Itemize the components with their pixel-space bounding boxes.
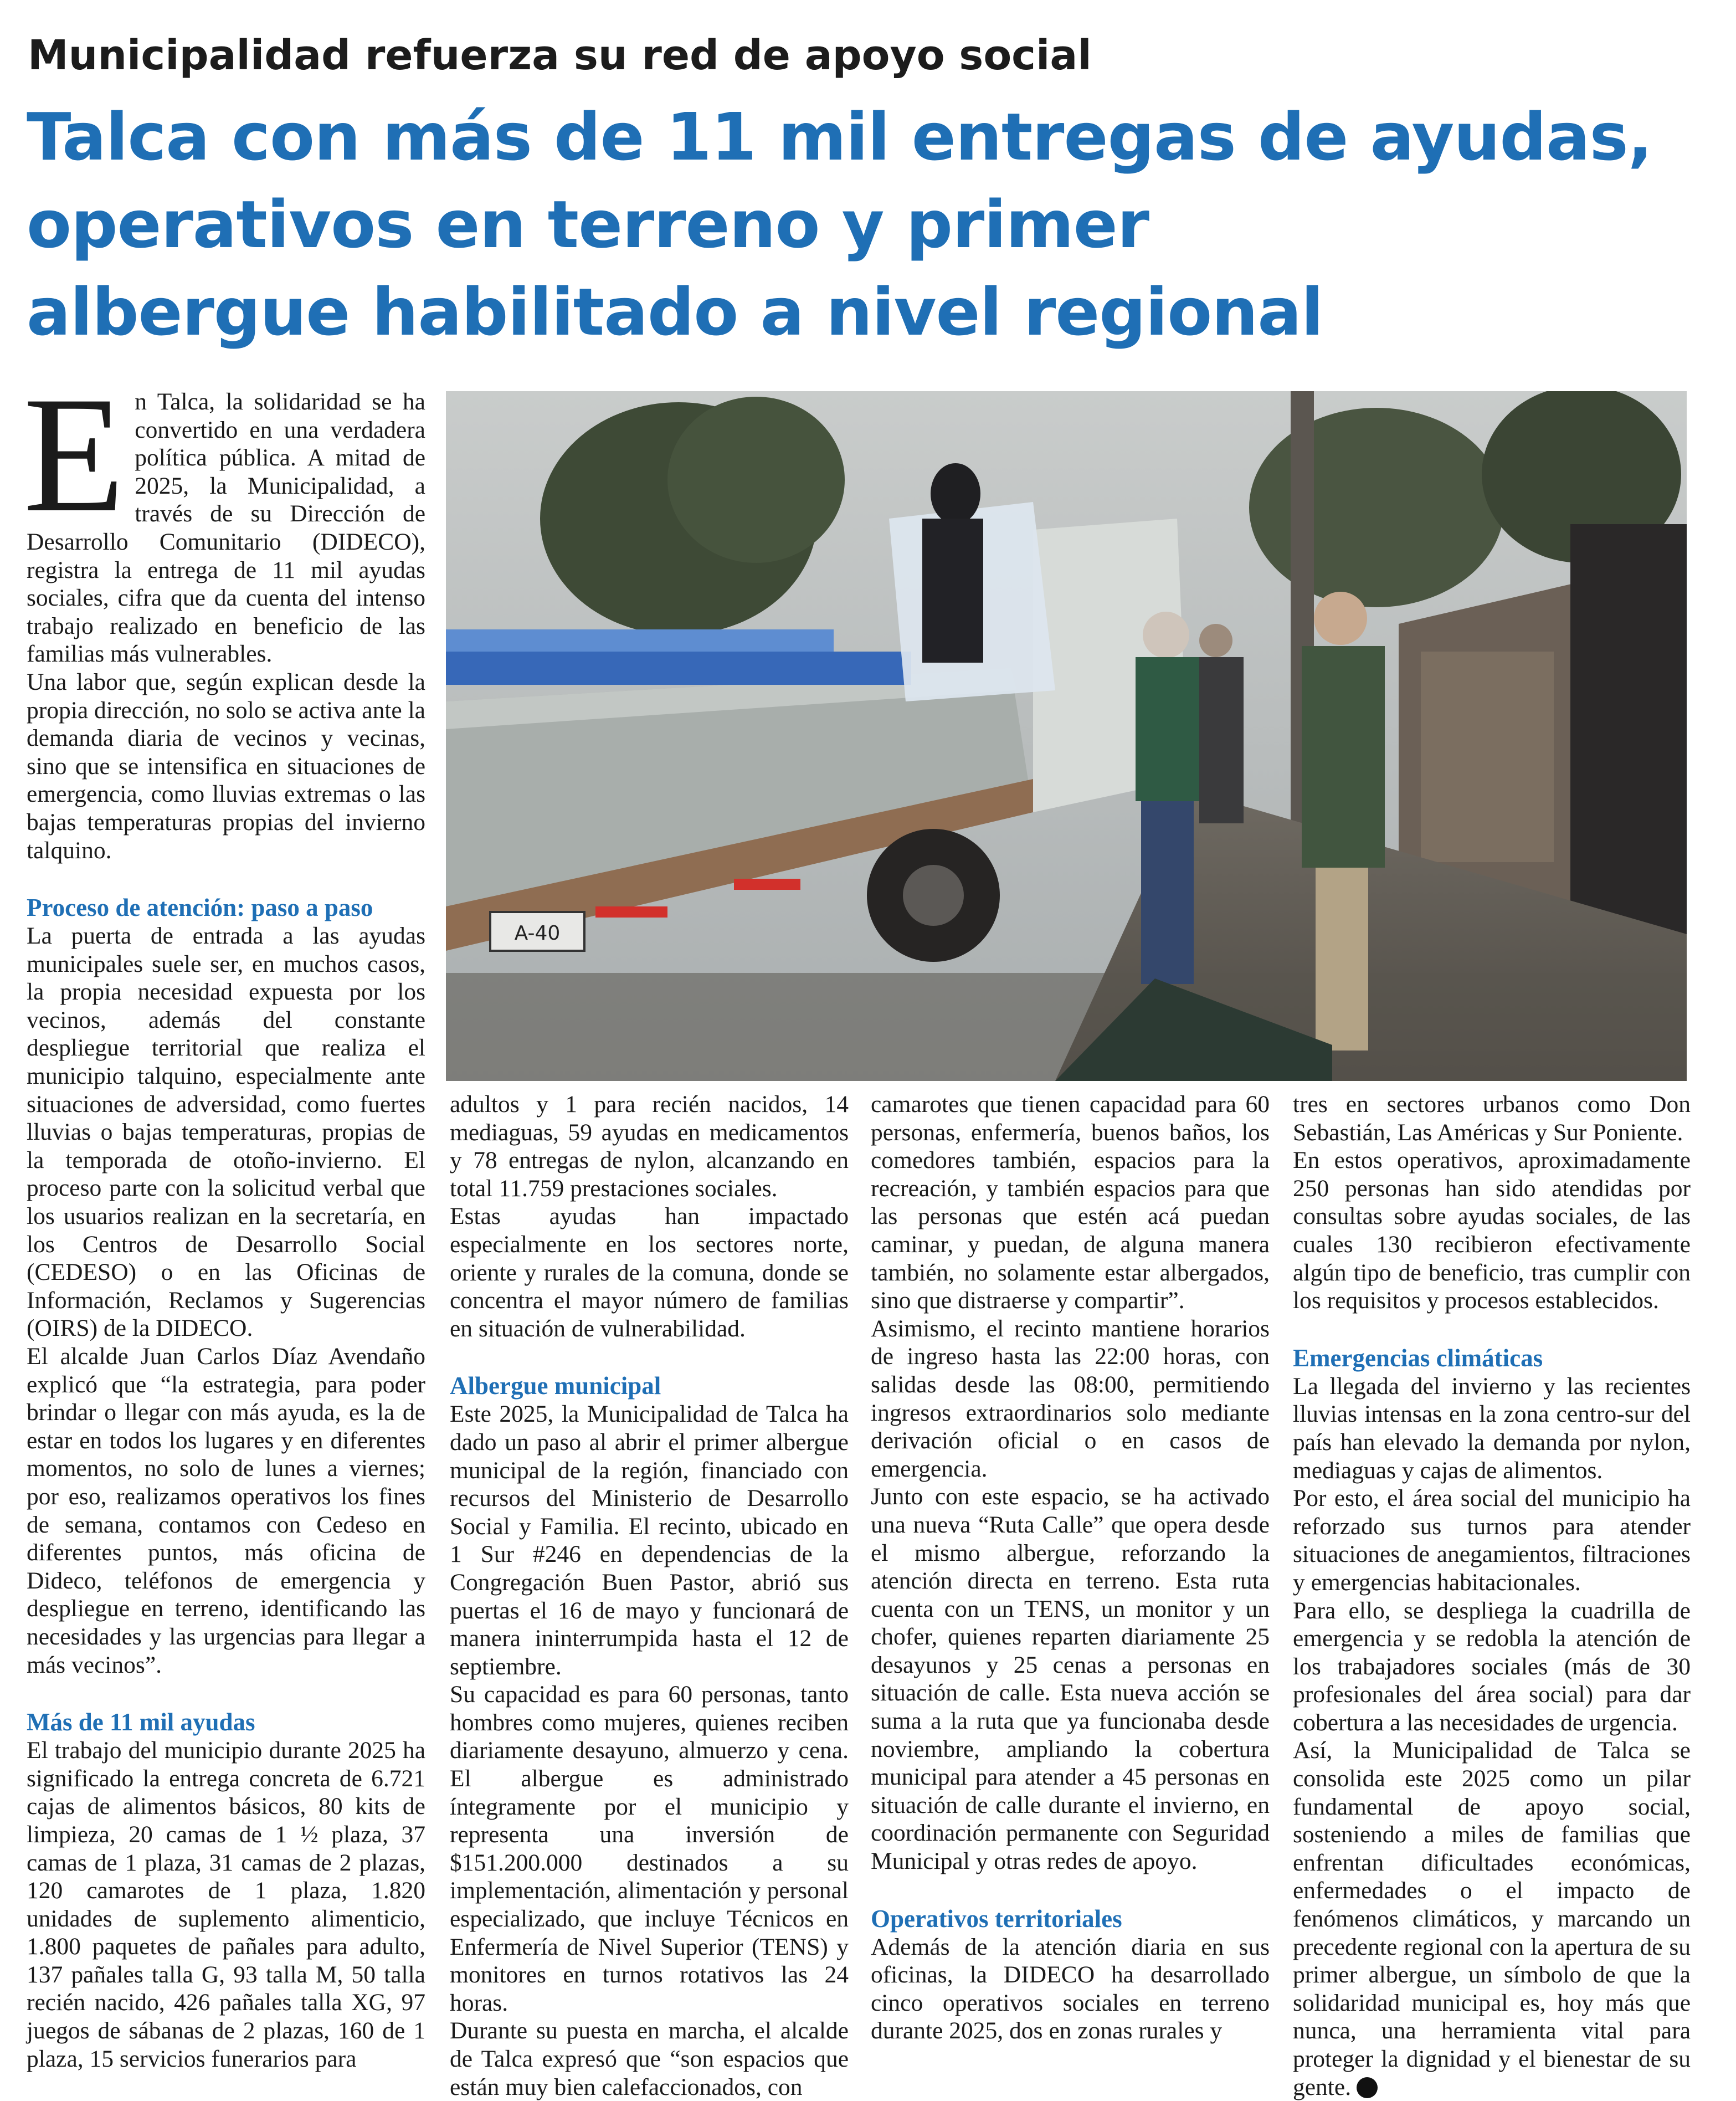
photo-plate-text: A-40 (514, 922, 561, 945)
paragraph: Junto con este espacio, se ha activado una nueva “Ruta Calle” que opera desde el mismo albergue, reforzando la atención directa en terreno. Esta ruta cuenta con un TENS, un monitor y un chofer, quienes reparten diariamente 25 desayunos y 25 cenas a personas en situación de calle. Esta nueva acción se suma a la ruta que ya funcionaba desde noviembre, ampliando la cobertura municipal para atender a 45 personas en situación de calle durante el invierno, en coordinación permanente con Seguridad Municipal y otras redes de apoyo. (871, 1483, 1270, 1875)
paragraph: Este 2025, la Municipalidad de Talca ha dado un paso al abrir el primer albergue municipal de la región, financiado con recursos del Ministerio de Desarrollo Social y Familia. El recinto, ubicado en 1 Sur #246 en dependencias de la Congregación Buen Pastor, abrió sus puertas el 16 de mayo y funcionará de manera ininterrumpida hasta el 12 de septiembre. (450, 1401, 849, 1680)
paragraph: La llegada del invierno y las recientes lluvias intensas en la zona centro-sur del país han elevado la demanda por nylon, mediaguas y cajas de alimentos. (1293, 1372, 1691, 1484)
paragraph: Su capacidad es para 60 personas, tanto hombres como mujeres, quienes reciben diariamente desayuno, almuerzo y cena. El albergue es administrado íntegramente por el municipio y representa una inversión de $151.200.000 destinados a su implementación, alimentación y personal especializado, que incluye Técnicos en Enfermería de Nivel Superior (TENS) y monitores en turnos rotativos las 24 horas. (450, 1681, 849, 2016)
paragraph: El alcalde Juan Carlos Díaz Avendaño explicó que “la estrategia, para poder brindar o llegar con más ayuda, es la de estar en todos los lugares y en diferentes momentos, no solo de lunes a viernes; por eso, realizamos operativos los fines de semana, contamos con Cedeso en diferentes puntos, más oficina de Dideco, teléfonos de emergencia y despliegue en terreno, identificando las necesidades y las urgencias para llegar a más vecinos”. (27, 1343, 425, 1678)
article-column-4 (1293, 1090, 1691, 2101)
paragraph-final (1293, 1736, 1691, 2101)
section-heading: Emergencias climáticas (1293, 1344, 1543, 1372)
paragraph: Una labor que, según explican desde la propia dirección, no solo se activa ante la demanda diaria de vecinos y vecinas, sino que se intensifica en situaciones de emergencia, como lluvias extremas o las bajas temperaturas propias del invierno talquino. (27, 668, 425, 864)
paragraph: adultos y 1 para recién nacidos, 14 mediaguas, 59 ayudas en medicamentos y 78 entregas de nylon, alcanzando en total 11.759 prestaciones sociales. (450, 1091, 849, 1202)
end-of-article-icon (1357, 2077, 1378, 2098)
article-kicker: Municipalidad refuerza su red de apoyo social (28, 32, 1092, 79)
paragraph: Durante su puesta en marcha, el alcalde de Talca expresó que “son espacios que están muy bien calefaccionados, con (450, 2017, 849, 2100)
article-photo (446, 391, 1687, 1081)
paragraph: El trabajo del municipio durante 2025 ha significado la entrega concreta de 6.721 cajas de alimentos básicos, 80 kits de limpieza, 20 camas de 1 ½ plaza, 37 camas de 1 plaza, 31 camas de 2 plazas, 120 camarotes de 1 plaza, 1.820 unidades de suplemento alimenticio, 1.800 paquetes de pañales para adulto, 137 pañales talla G, 93 talla M, 50 talla recién nacido, 426 pañales talla XG, 97 juegos de sábanas de 2 plazas, 160 de 1 plaza, 15 servicios funerarios para (27, 1737, 425, 2072)
paragraph-final-text: Así, la Municipalidad de Talca se consolida este 2025 como un pilar fundamental de apoyo social, sosteniendo a miles de familias que enfrentan dificultades económicas, enfermedades o el impacto de fenómenos climáticos, y marcando un precedente regional con la apertura de su primer albergue, un símbolo de que la solidaridad municipal es, hoy más que nunca, una herramienta vital para proteger la dignidad y el bienestar de su gente. (1293, 1737, 1691, 2100)
photo-truck-scene (446, 391, 1687, 1081)
paragraph: camarotes que tienen capacidad para 60 personas, enfermería, buenos baños, los comedores también, espacios para la recreación, y también espacios para que las personas que estén acá puedan caminar, y puedan, de alguna manera también, no solamente estar albergados, sino que distraerse y compartir”. (871, 1091, 1270, 1314)
section-heading: Albergue municipal (450, 1372, 661, 1400)
paragraph: n Talca, la solidaridad se ha convertido en una verdadera política pública. A mitad de 2025, la Municipalidad, a través de su Dirección de Desarrollo Comunitario (DIDECO), registra la entrega de 11 mil ayudas sociales, cifra que da cuenta del intenso trabajo realizado en beneficio de las familias más vulnerables. (27, 388, 425, 668)
paragraph: Para ello, se despliega la cuadrilla de emergencia y se redobla la atención de los trabajadores sociales (más de 30 profesionales del área social) para dar cobertura a las necesidades de urgencia. (1293, 1597, 1691, 1736)
paragraph: Por esto, el área social del municipio ha reforzado sus turnos para atender situaciones de anegamientos, filtraciones y emergencias habitacionales. (1293, 1485, 1691, 1596)
article-column-3 (871, 1090, 1270, 2045)
article-column-2 (450, 1090, 849, 2101)
article-headline (27, 93, 1716, 356)
paragraph: La puerta de entrada a las ayudas municipales suele ser, en muchos casos, la propia necesidad expuesta por los vecinos, además del constante despliegue territorial que realiza el municipio talquino, especialmente ante situaciones de adversidad, como fuertes lluvias o bajas temperaturas, propias de la temporada de otoño-invierno. El proceso parte con la solicitud verbal que los usuarios realizan en la secretaría, en los Centros de Desarrollo Social (CEDESO) o en las Oficinas de Información, Reclamos y Sugerencias (OIRS) de la DIDECO. (27, 923, 425, 1342)
article-column-1 (23, 362, 425, 2073)
paragraph: Asimismo, el recinto mantiene horarios de ingreso hasta las 22:00 horas, con salidas desde las 08:00, permitiendo ingresos extraordinarios solo mediante derivación oficial o en casos de emergencia. (871, 1315, 1270, 1482)
drop-cap: E (23, 362, 125, 546)
paragraph: En estos operativos, aproximadamente 250 personas han sido atendidas por consultas sobre ayudas sociales, de las cuales 130 recibieron efectivamente algún tipo de beneficio, tras cumplir con los requisitos y procesos establecidos. (1293, 1147, 1691, 1314)
paragraph: Además de la atención diaria en sus oficinas, la DIDECO ha desarrollado cinco operativos sociales en terreno durante 2025, dos en zonas rurales y (871, 1933, 1270, 2044)
headline-line-2: operativos en terreno y primer (27, 186, 1149, 263)
section-heading: Operativos territoriales (871, 1904, 1122, 1933)
paragraph: Estas ayudas han impactado especialmente en los sectores norte, oriente y rurales de la comuna, donde se concentra el mayor número de familias en situación de vulnerabilidad. (450, 1203, 849, 1342)
headline-line-3: albergue habilitado a nivel regional (27, 274, 1323, 350)
paragraph: tres en sectores urbanos como Don Sebastián, Las Américas y Sur Poniente. (1293, 1091, 1691, 1146)
section-heading: Más de 11 mil ayudas (27, 1708, 255, 1736)
section-heading: Proceso de atención: paso a paso (27, 894, 373, 922)
headline-line-1: Talca con más de 11 mil entregas de ayudas, (27, 99, 1652, 175)
